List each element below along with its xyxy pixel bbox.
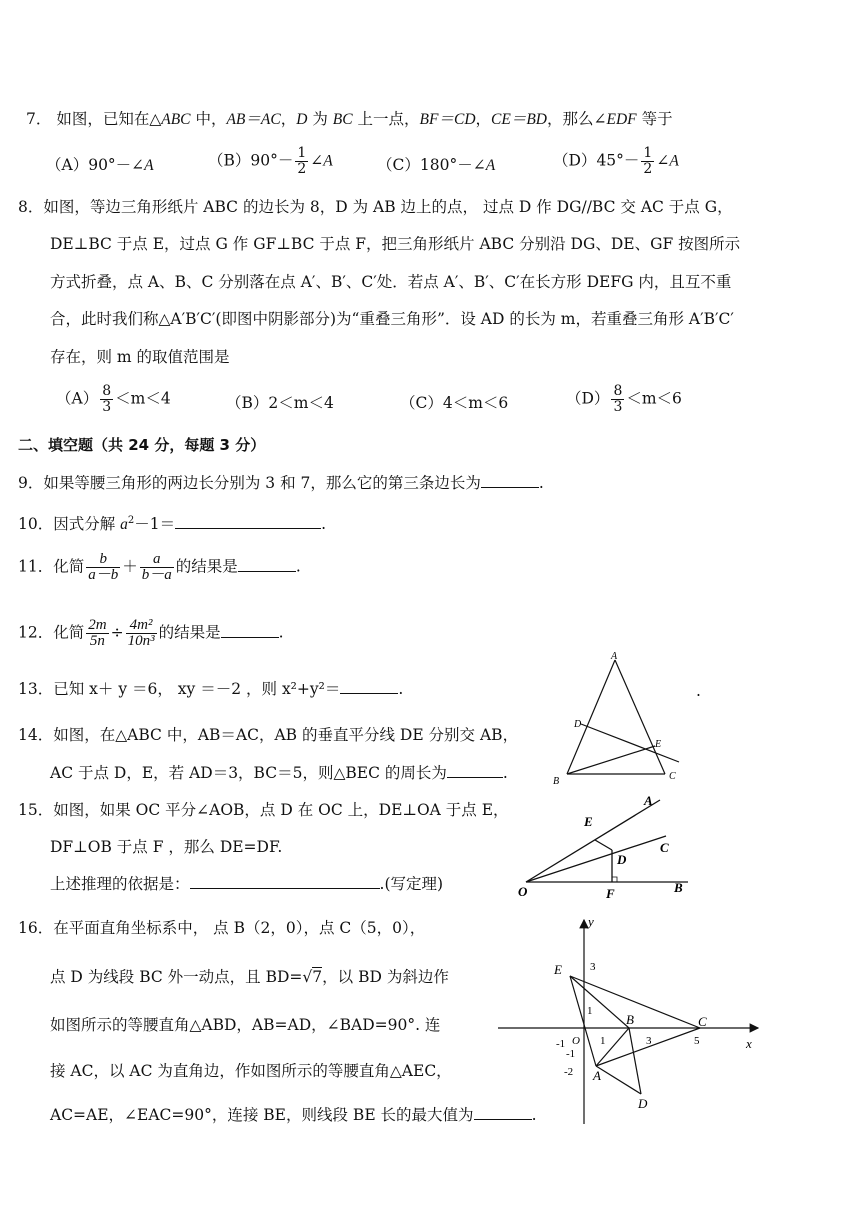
q15-number: 15． (18, 801, 54, 819)
ray-oc (526, 836, 666, 882)
fraction-denominator: a－b (88, 567, 119, 583)
stray-mark: . (696, 682, 701, 700)
tick-x-1: 1 (600, 1035, 606, 1047)
q7-option-c (377, 153, 495, 175)
q7-condition-1: AB＝AC (226, 111, 281, 128)
option-text: 45°－ (596, 151, 640, 170)
label-d: D (638, 1096, 648, 1111)
q8-option-a (56, 384, 171, 415)
label-origin: O (572, 1035, 580, 1047)
label-e: E (554, 962, 562, 977)
q7-option-a (46, 153, 154, 175)
segment-ac (596, 1028, 700, 1066)
q12-text: 的结果是 (158, 623, 221, 642)
fraction-denominator: 10n³ (127, 633, 155, 649)
fraction-denominator: 3 (613, 399, 623, 415)
q11-text: 的结果是 (175, 557, 238, 576)
q8-line-3 (50, 271, 731, 293)
segment-be (567, 746, 655, 774)
q16-text: AC=AE，∠EAC=90°，连接 BE，则线段 BE 长的最大值为 (50, 1106, 474, 1124)
q8-number: 8． (18, 198, 44, 216)
q14-line-2 (50, 762, 508, 784)
q10 (18, 510, 326, 536)
q7-angle-edf: EDF (606, 111, 637, 128)
q14-text: AC 于点 D，E，若 AD＝3，BC＝5，则△BEC 的周长为 (50, 764, 447, 782)
label-c: C (669, 771, 676, 782)
segment-ad (596, 1066, 641, 1094)
answer-blank[interactable] (340, 679, 398, 694)
q15-text: 上述推理的依据是： (50, 875, 190, 893)
q15-text: DF⊥OB 于点 F ，那么 DE=DF. (50, 838, 283, 856)
fraction-numerator: a (140, 552, 174, 568)
fraction-denominator: 2 (643, 161, 653, 177)
tick-y-1: 1 (587, 1005, 593, 1017)
fraction-numerator: b (86, 552, 120, 568)
q8-option-d (566, 384, 682, 415)
option-label: （C） (400, 394, 443, 412)
q7-text: ， (475, 110, 492, 128)
q10-text: 因式分解 (53, 515, 121, 534)
fraction-numerator: 4m² (126, 618, 157, 634)
fraction (126, 618, 157, 649)
q7-text: 等于 (636, 110, 673, 128)
segment-ab (567, 660, 615, 774)
label-a: A (593, 1068, 601, 1083)
q16-text: 点 D 为线段 BC 外一动点，且 BD= (50, 968, 303, 986)
label-e: E (584, 814, 593, 829)
q7-triangle: △ABC (149, 111, 191, 128)
label-d: D (617, 852, 627, 867)
q7-segment-bc: BC (332, 111, 353, 128)
perpendicular-bisector-de (581, 724, 679, 762)
label-x-axis: x (746, 1036, 752, 1051)
option-text: ＜m＜6 (626, 389, 682, 408)
q13-number: 13． (18, 680, 54, 698)
option-var: A (669, 152, 679, 170)
q7-text: ，那么∠ (547, 110, 607, 128)
answer-blank[interactable] (481, 473, 539, 488)
ray-oa (526, 800, 660, 882)
q10-text: －1＝ (134, 515, 176, 534)
option-label: （A） (46, 156, 89, 174)
fraction (140, 552, 174, 583)
q10-end: . (321, 515, 327, 534)
q9-end: . (538, 474, 544, 492)
q16-text: 如图所示的等腰直角△ABD，AB=AD，∠BAD=90°. 连 (50, 1016, 441, 1034)
operator: ＋ (122, 557, 138, 576)
option-label: （B） (226, 394, 269, 412)
label-d: D (574, 719, 582, 730)
q11 (18, 552, 301, 583)
tick-x-3: 3 (646, 1035, 652, 1047)
q11-number: 11． (18, 557, 54, 576)
option-var: A (323, 152, 333, 170)
q8-text: 方式折叠，点 A、B、C 分别落在点 A′、B′、C′处．若点 A′、B′、C′在长方形 DEFG 内，且互不重 (50, 273, 732, 291)
option-text: 2＜m＜4 (268, 394, 334, 412)
answer-blank[interactable] (190, 874, 380, 889)
option-var: A (485, 157, 496, 174)
option-label: （D） (566, 389, 610, 408)
option-label: （A） (56, 389, 99, 408)
fraction-numerator: 1 (643, 145, 653, 161)
label-o: O (518, 884, 528, 899)
q13-text: 已知 x＋ y ＝6， xy ＝－2 ，则 x²+y²＝ (53, 680, 341, 698)
option-text: 90°－∠ (88, 156, 145, 174)
label-b: B (626, 1012, 634, 1027)
q16-line-2 (50, 966, 449, 988)
label-a: A (644, 793, 653, 808)
q15-end: .(写定理) (379, 875, 444, 893)
option-text: 180°－∠ (419, 156, 486, 174)
fraction-numerator: 1 (297, 145, 307, 161)
tick-y-minus-1: -1 (566, 1048, 576, 1060)
q8-option-b (226, 391, 334, 413)
fraction (86, 618, 108, 649)
q14-line-1 (18, 724, 518, 746)
option-text: ∠ (656, 151, 670, 170)
fraction (100, 384, 113, 415)
q14-text: 如图，在△ABC 中，AB＝AC，AB 的垂直平分线 DE 分别交 AB， (53, 726, 519, 744)
q8-text: 存在，则 m 的取值范围是 (50, 348, 230, 366)
label-f: F (606, 886, 615, 901)
q8-line-2 (50, 233, 740, 255)
q7-condition-2: BF＝CD (419, 111, 476, 128)
q16-figure (496, 914, 768, 1130)
q14-number: 14． (18, 726, 54, 744)
label-c: C (698, 1014, 707, 1029)
q8-text: DE⊥BC 于点 E，过点 G 作 GF⊥BC 于点 F，把三角形纸片 ABC 分别沿 DG、DE、GF 按图所示 (50, 235, 741, 253)
option-text: ∠ (310, 151, 324, 170)
q15-figure (516, 786, 706, 904)
tick-y-3: 3 (590, 961, 596, 973)
section-title: 二、填空题（共 24 分，每题 3 分） (18, 436, 266, 454)
segment-de (595, 840, 612, 850)
answer-blank[interactable] (221, 623, 279, 638)
q13-end: . (398, 680, 404, 698)
option-var: A (144, 157, 154, 174)
q16-text: ，以 BD 为斜边作 (322, 968, 449, 986)
q13 (18, 678, 403, 700)
fraction-denominator: 2 (297, 161, 307, 177)
q7-text: 为 (307, 110, 333, 128)
q12-end: . (278, 623, 284, 642)
option-text: 90°－ (250, 151, 294, 170)
q10-var: a (120, 516, 128, 534)
q10-exponent: 2 (127, 515, 135, 526)
option-text: 4＜m＜6 (442, 394, 509, 412)
q7-text: 中， (190, 110, 227, 128)
q14-end: . (502, 764, 508, 782)
q15-line-1 (18, 799, 509, 821)
fraction-numerator: 8 (613, 383, 623, 399)
q9 (18, 472, 544, 494)
q16-line-3 (50, 1014, 440, 1036)
answer-blank[interactable] (447, 763, 503, 778)
option-text: ＜m＜4 (115, 389, 171, 408)
option-label: （B） (208, 151, 251, 170)
sqrt-radicand: 7 (312, 968, 323, 986)
q12-number: 12． (18, 623, 54, 642)
q16-text: 接 AC，以 AC 为直角边，作如图所示的等腰直角△AEC， (50, 1062, 452, 1080)
q16-line-4 (50, 1060, 452, 1082)
fraction (86, 552, 120, 583)
segment-eb (570, 976, 629, 1028)
label-e: E (655, 739, 662, 750)
label-c: C (660, 840, 669, 855)
q12-text: 化简 (53, 623, 85, 642)
q7-option-d (553, 146, 679, 177)
q8-text: 如图，等边三角形纸片 ABC 的边长为 8，D 为 AB 边上的点， 过点 D 作 DG//BC 交 AC 于点 G， (43, 198, 733, 216)
label-y-axis: y (588, 914, 594, 929)
tick-x-5: 5 (694, 1035, 700, 1047)
q14-figure (545, 648, 695, 788)
fraction (641, 146, 654, 177)
q8-option-c (400, 391, 508, 413)
right-angle-mark (612, 877, 617, 882)
q9-text: 如果等腰三角形的两边长分别为 3 和 7，那么它的第三条边长为 (43, 474, 481, 492)
label-a: A (611, 651, 618, 662)
q15-line-3 (50, 873, 443, 895)
q8-line-5 (50, 346, 230, 368)
fraction-numerator: 2m (88, 617, 107, 633)
answer-blank[interactable] (238, 557, 296, 572)
tick-x-minus-1: -1 (556, 1038, 566, 1050)
q12 (18, 618, 284, 649)
q7-text: 上一点， (352, 110, 420, 128)
q7-point-d: D (296, 111, 308, 128)
segment-bd (629, 1028, 641, 1094)
q11-end: . (295, 557, 301, 576)
q8-line-1 (18, 196, 733, 218)
segment-ec (570, 976, 700, 1028)
q15-line-2 (50, 836, 282, 858)
fraction-numerator: 8 (102, 383, 112, 399)
fraction-denominator: b－a (141, 567, 172, 583)
tick-y-minus-2: -2 (564, 1066, 574, 1078)
answer-blank[interactable] (175, 514, 321, 529)
q7-condition-3: CE＝BD (491, 111, 547, 128)
option-label: （C） (377, 156, 420, 174)
label-b: B (553, 776, 560, 787)
fraction-denominator: 3 (102, 399, 112, 415)
q16-text: 在平面直角坐标系中， 点 B（2，0），点 C（5，0）， (53, 919, 426, 937)
q7-text: ， (280, 110, 297, 128)
fraction (611, 384, 624, 415)
q11-text: 化简 (53, 557, 85, 576)
q16-end: . (531, 1106, 537, 1124)
label-b: B (674, 880, 683, 895)
fraction (295, 146, 308, 177)
option-label: （D） (553, 151, 597, 170)
q8-line-4 (50, 308, 734, 330)
q15-text: 如图，如果 OC 平分∠AOB，点 D 在 OC 上，DE⊥OA 于点 E， (53, 801, 509, 819)
q10-number: 10． (18, 515, 54, 534)
q7-stem (26, 108, 673, 131)
q16-number: 16． (18, 919, 54, 937)
q7-text: 如图，已知在 (56, 110, 150, 128)
q7-number: 7． (26, 110, 52, 128)
q8-text: 合，此时我们称△A′B′C′(即图中阴影部分)为“重叠三角形”．设 AD 的长为 m，若重叠三角形 A′B′C′ (50, 310, 734, 328)
fraction-denominator: 5n (89, 633, 105, 649)
q16-line-5 (50, 1104, 537, 1126)
sqrt-symbol: √ (302, 968, 313, 986)
q16-line-1 (18, 917, 425, 939)
operator: ÷ (110, 623, 124, 642)
q9-number: 9． (18, 474, 44, 492)
q7-option-b (208, 146, 333, 177)
